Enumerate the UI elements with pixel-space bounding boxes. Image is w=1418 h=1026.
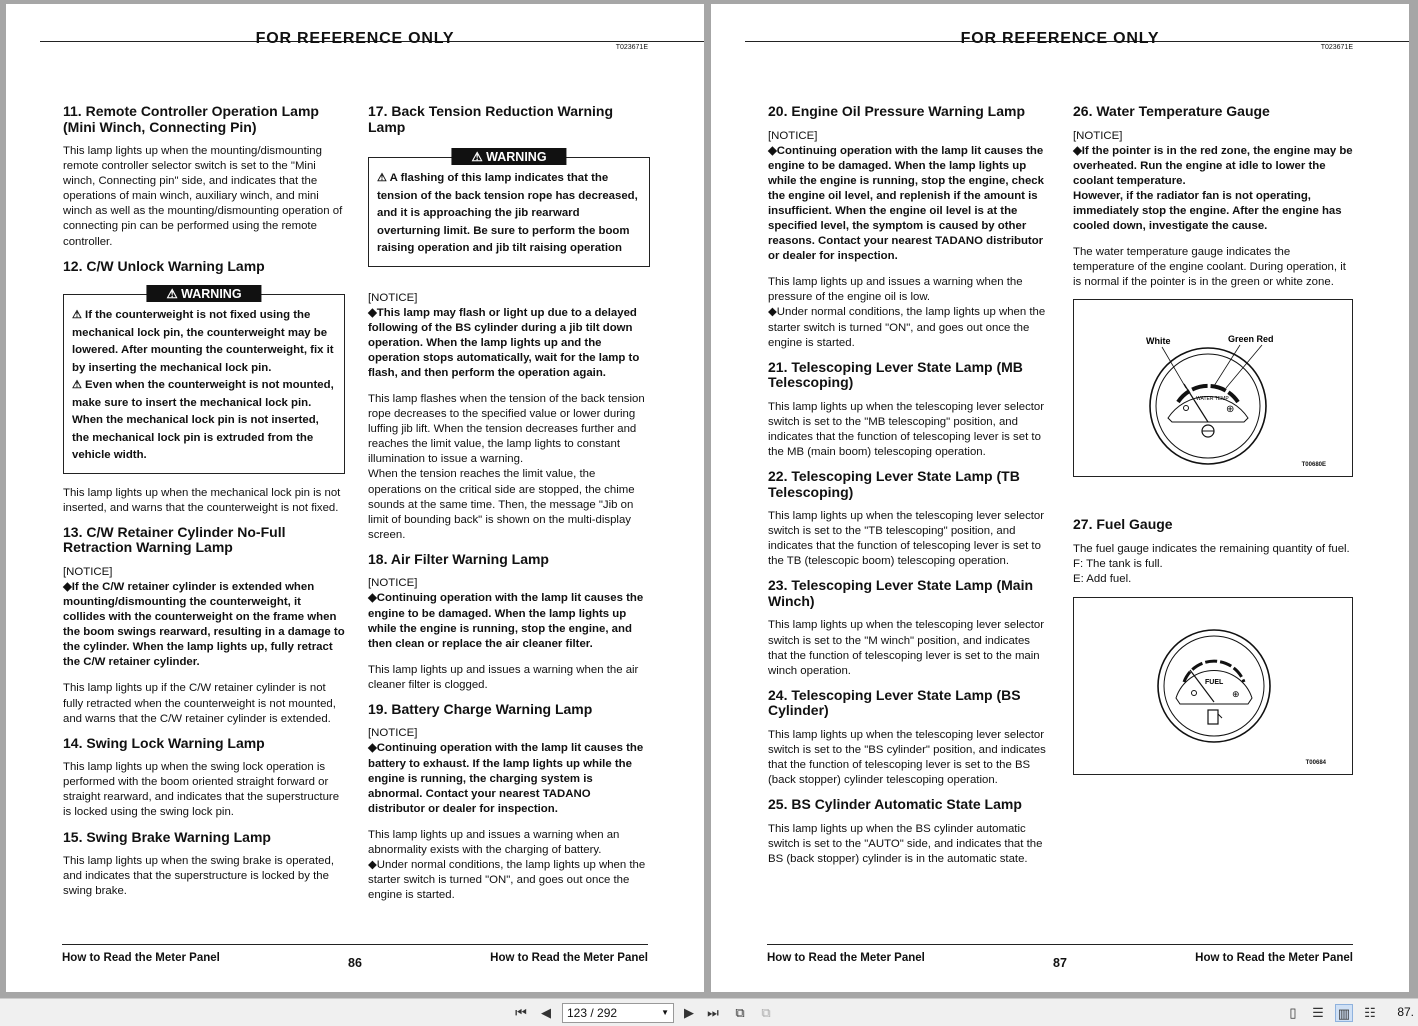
section-21-title: 21. Telescoping Lever State Lamp (MB Telescoping) [768,358,1023,391]
section-14-title: 14. Swing Lock Warning Lamp [63,734,265,751]
first-page-icon[interactable]: ⏮ [515,1005,527,1020]
section-27-body: The fuel gauge indicates the remaining quantity of fuel. [1073,542,1350,555]
page-87 [711,4,1409,992]
section-19-body: This lamp lights up and issues a warning when an abnormality exists with the charging of battery. [368,828,620,857]
warning-box [63,287,345,474]
section-13-title: 13. C/W Retainer Cylinder No-Full Retraction Warning Lamp [63,523,286,556]
left-column-1 [63,104,345,908]
warning-triangle-icon: ⚠ [166,287,178,302]
notice-label: [NOTICE] [1073,129,1123,142]
section-21-body: This lamp lights up when the telescoping lever selector switch is set to the "MB telescoping" position, and indicates that the function of telescoping lever is set to the MB (main boom) telescoping operation. [768,400,1045,458]
warning-label [146,285,261,302]
last-page-icon[interactable]: ⏭ [707,1005,719,1020]
section-27-e: E: Add fuel. [1073,573,1132,586]
fig-label-green-red: Green Red [1228,334,1274,345]
section-17-body-2: When the tension reaches the limit value, the operations on the critical side are stopped, the chime sounds at the same time. Then, the message "Jib on limit of bounding back" is shown on the multi-display screen. [368,468,635,541]
section-24-title: 24. Telescoping Lever State Lamp (BS Cylinder) [768,686,1021,719]
warning-triangle-icon: ⚠ [72,379,82,392]
section-19-body-2: ◆Under normal conditions, the lamp lights up when the starter switch is turned "ON", and goes out once the engine is started. [368,859,646,902]
section-23-title: 23. Telescoping Lever State Lamp (Main Winch) [768,577,1034,609]
section-25-body: This lamp lights up when the BS cylinder automatic switch is set to the "AUTO" side, and indicates that the BS (back stopper) cylinder is in the automatic state. [768,822,1043,865]
page-selector[interactable] [562,1003,674,1023]
section-18-body: This lamp lights up and issues a warning when the air cleaner filter is clogged. [368,663,639,691]
footer-rule [62,944,648,945]
doc-code: T023671E [615,44,648,51]
warning-box [368,150,650,267]
section-24-body: This lamp lights up when the telescoping lever selector switch is set to the "BS cylinder" position, and indicates that the function of telescoping lever is set to the BS (back stopper) cylinder telescoping operation. [768,728,1046,787]
section-15-title: 15. Swing Brake Warning Lamp [63,828,271,845]
section-27-title: 27. Fuel Gauge [1073,516,1173,533]
notice-label: [NOTICE] [368,291,418,304]
notice-body: ◆Continuing operation with the lamp lit causes the battery to exhaust. If the lamp lights up while the engine is running, the charging system is abnormal. Contact your nearest TADANO distributor or dealer for inspection. [368,742,644,815]
fig-label-white: White [1146,336,1171,347]
warning-label [451,148,566,165]
fuel-gauge-figure [1073,597,1353,775]
left-column-2 [368,104,650,912]
chevron-down-icon: ▼ [661,1008,669,1017]
header-title: FOR REFERENCE ONLY [255,30,455,47]
water-temp-gauge-figure [1073,299,1353,477]
warning-triangle-icon: ⚠ [377,172,387,184]
notice-body: ◆This lamp may flash or light up due to a delayed following of the BS cylinder during a jib tilt down operation. When the lamp lights up and the operation stops automatically, wait for the lamp to flash, and then perform the operation again. [368,306,640,379]
section-17-title: 17. Back Tension Reduction Warning Lamp [368,103,614,135]
page-number: 87 [1053,956,1067,970]
footer-left: How to Read the Meter Panel [767,952,925,964]
svg-text:⊕: ⊕ [1226,404,1235,416]
section-18-title: 18. Air Filter Warning Lamp [368,550,549,567]
section-23-body: This lamp lights up when the telescoping lever selector switch is set to the "M winch" position, and indicates that the function of telescoping lever is set to the main winch operation. [768,619,1045,677]
page-number: 86 [348,956,362,970]
notice-label: [NOTICE] [368,577,418,590]
notice-body: ◆Continuing operation with the lamp lit causes the engine to be damaged. When the lamp lights up while the engine is running, stop the engine, and then clean or replace the air cleaner filter. [368,592,644,650]
two-page-view-icon[interactable]: ▥ [1335,1004,1353,1022]
section-14-body: This lamp lights up when the swing lock operation is performed with the boom oriented straight forward or straight rearward, and indicates that the superstructure is locked using the swing lock pin. [63,761,340,819]
section-19-title: 19. Battery Charge Warning Lamp [368,700,593,717]
continuous-view-icon[interactable]: ☰ [1312,1005,1324,1020]
section-12-body: This lamp lights up when the mechanical lock pin is not inserted, and warns that the counterweight is not fixed. [63,486,341,514]
single-page-view-icon[interactable]: ▯ [1289,1005,1297,1020]
warning-triangle-icon: ⚠ [72,309,82,322]
right-column-2 [1073,104,1353,815]
water-temp-gauge-illustration [1074,300,1352,476]
footer-left: How to Read the Meter Panel [62,952,220,964]
section-15-body: This lamp lights up when the swing brake is operated, and indicates that the superstructure is locked by the swing brake. [63,855,334,898]
warning-text-2: Even when the counterweight is not mounted, make sure to insert the mechanical lock pin. When the mechanical lock pin is not inserted, the mechanical lock pin is extruded from the vehicle width. [72,379,334,462]
fit-page-icon[interactable]: ⧉ [735,1005,745,1020]
section-11-title: 11. Remote Controller Operation Lamp (Mini Winch, Connecting Pin) [63,103,319,135]
section-26-title: 26. Water Temperature Gauge [1073,103,1270,119]
notice-label: [NOTICE] [368,727,418,740]
section-20-body-2: ◆Under normal conditions, the lamp lights up when the starter switch is turned "ON", and goes out once the engine is started. [768,306,1046,349]
section-20-title: 20. Engine Oil Pressure Warning Lamp [768,103,1025,119]
section-25-title: 25. BS Cylinder Automatic State Lamp [768,796,1022,813]
warning-label-text: WARNING [486,150,547,164]
two-page-continuous-view-icon[interactable]: ☷ [1364,1005,1376,1020]
fig-dial-text: WATER TEMP [1196,396,1229,403]
doc-code: T023671E [1320,44,1353,51]
notice-body-2: However, if the radiator fan is not operating, immediately stop the engine. After the engine has cooled down, investigate the cause. [1073,189,1342,232]
notice-body: ◆Continuing operation with the lamp lit causes the engine to be damaged. When the lamp lights up while the engine is running, stop the engine, check the engine oil level, and replenish if the amount is insufficient. When the engine oil level is at the specified level, the symptom is caused by other reasons. Contact your nearest TADANO distributor or dealer for inspection. [768,144,1044,263]
figure-code: T00684 [1305,760,1326,767]
warning-text-1: If the counterweight is not fixed using the mechanical lock pin, the counterweight may be lowered. After mounting the counterweight, fix it by inserting the mechanical lock pin. [72,309,334,374]
fit-width-icon[interactable]: ⧉ [761,1005,771,1020]
fuel-gauge-illustration [1074,598,1352,774]
warning-triangle-icon: ⚠ [471,150,483,164]
section-13-body: This lamp lights up if the C/W retainer cylinder is not fully retracted when the counterweight is not mounted, and warns that the C/W retainer cylinder is extended. [63,682,336,725]
notice-label: [NOTICE] [768,129,818,142]
footer-rule [767,944,1353,945]
zoom-level[interactable]: 87. [1397,1005,1414,1019]
right-column-1 [768,104,1050,876]
section-11-body: This lamp lights up when the mounting/dismounting remote controller selector switch is set to the "Mini winch, Connecting pin" side, and indicates that the operations of main winch, auxiliary winch, and mini winch as well as the mounting/dismounting operation of connecting pin can be performed using the remote controller. [63,145,343,248]
section-22-title: 22. Telescoping Lever State Lamp (TB Telescoping) [768,468,1020,500]
warning-text-1: A flashing of this lamp indicates that the tension of the back tension rope has decreased, and it is approaching the jib rearward overturning limit. Be sure to perform the boom raising operation and jib tilt raising operation [377,172,638,254]
footer-right: How to Read the Meter Panel [1195,952,1353,964]
page-86 [6,4,704,992]
warning-label-text: WARNING [181,287,242,302]
footer-right: How to Read the Meter Panel [490,952,648,964]
fig-dial-text: FUEL [1205,679,1224,687]
section-20-body: This lamp lights up and issues a warning when the pressure of the engine oil is low. [768,276,1023,304]
viewer-toolbar [0,998,1418,1026]
notice-body: ◆If the pointer is in the red zone, the engine may be overheated. Run the engine at idle to lower the coolant temperature. [1073,144,1353,187]
section-27-f: F: The tank is full. [1073,557,1163,570]
figure-code: T00680E [1301,462,1326,469]
section-17-body: This lamp flashes when the tension of the back tension rope decreases to the specified value or lower during luffing jib lift. When the tension decreases further and reaches the limit value, the lamp lights to constant illumination to issue a warning. [368,392,645,466]
section-22-body: This lamp lights up when the telescoping lever selector switch is set to the "TB telescoping" position, and indicates that the function of telescoping lever is set to the TB (telescopic boom) telescoping operation. [768,510,1045,568]
header-title: FOR REFERENCE ONLY [960,30,1160,47]
section-12-title: 12. C/W Unlock Warning Lamp [63,257,265,274]
next-page-icon[interactable]: ▶ [684,1005,694,1020]
notice-label: [NOTICE] [63,565,113,578]
section-26-body: The water temperature gauge indicates the temperature of the engine coolant. During operation, it is normal if the pointer is in the green or white zone. [1073,246,1346,289]
svg-text:⊕: ⊕ [1232,690,1240,701]
previous-page-icon[interactable]: ◀ [541,1005,551,1020]
page-indicator: 123 / 292 [567,1006,618,1020]
notice-body: ◆If the C/W retainer cylinder is extended when mounting/dismounting the counterweight, it collides with the counterweight on the frame when the boom swings rearward, resulting in a damage to the cylinder. When the lamp lights up, fully retract the C/W retainer cylinder. [63,580,345,669]
